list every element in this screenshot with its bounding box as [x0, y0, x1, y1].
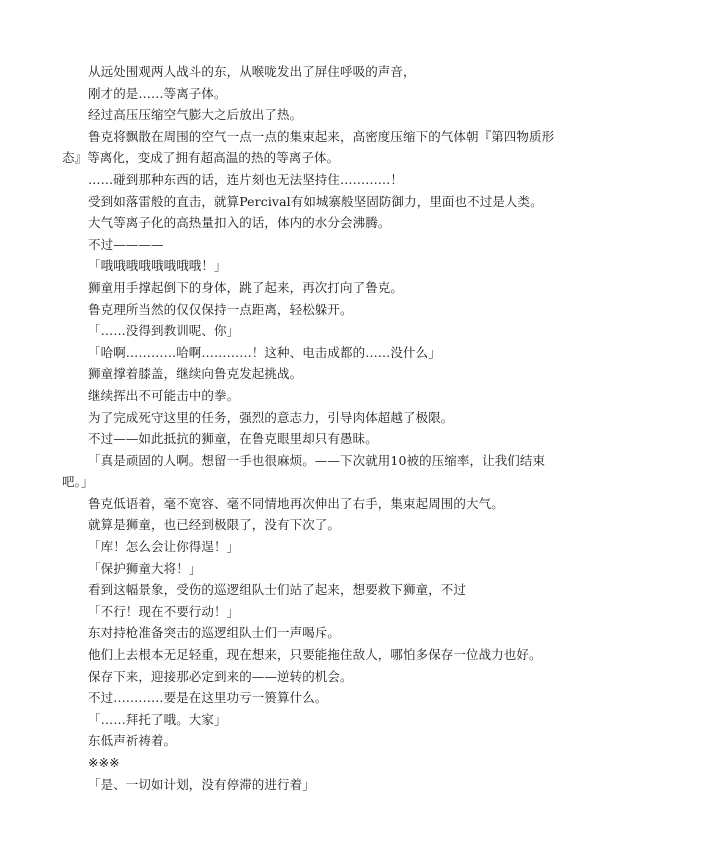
paragraph: 「库！怎么会让你得逞！」 [88, 539, 240, 555]
paragraph: 东对持枪准备突击的巡逻组队士们一声喝斥。 [88, 625, 341, 641]
paragraph: 东低声祈祷着。 [88, 733, 177, 749]
paragraph: 「真是顽固的人啊。想留一手也很麻烦。——下次就用10被的压缩率，让我们结束吧。」 [62, 452, 546, 490]
paragraph: 不过———— [88, 236, 164, 252]
paragraph: 「哈啊…………哈啊…………！这种、电击成都的……没什么」 [88, 344, 441, 360]
paragraph: 「是、一切如计划，没有停滞的进行着」 [88, 776, 315, 792]
document-page [62, 61, 562, 795]
paragraph: 为了完成死守这里的任务，强烈的意志力，引导肉体超越了极限。 [88, 409, 454, 425]
paragraph: 经过高压压缩空气膨大之后放出了热。 [88, 107, 303, 123]
paragraph: 鲁克低语着，毫不宽容、毫不同情地再次伸出了右手，集束起周围的大气。 [88, 495, 504, 511]
paragraph: 继续挥出不可能击中的拳。 [88, 387, 240, 403]
paragraph: 他们上去根本无足轻重，现在想来，只要能拖住敌人，哪怕多保存一位战力也好。 [88, 647, 542, 663]
paragraph: 刚才的是……等离子体。 [88, 85, 227, 101]
paragraph: 受到如落雷般的直击，就算Percival有如城寨般坚固防御力，里面也不过是人类。 [88, 193, 543, 209]
paragraph: 就算是狮童，也已经到极限了，没有下次了。 [88, 517, 341, 533]
paragraph: 不过…………要是在这里功亏一篑算什么。 [88, 690, 328, 706]
paragraph: 「不行！现在不要行动！」 [88, 603, 240, 619]
paragraph: 「哦哦哦哦哦哦哦哦！」 [88, 258, 227, 274]
paragraph: 大气等离子化的高热量扣入的话，体内的水分会沸腾。 [88, 215, 391, 231]
paragraph: 「……没得到教训呢、你」 [88, 323, 240, 339]
paragraph: 「保护狮童大将！」 [88, 560, 202, 576]
paragraph: 不过——如此抵抗的狮童，在鲁克眼里却只有愚昧。 [88, 431, 378, 447]
paragraph: 鲁克将飘散在周围的空气一点一点的集束起来，高密度压缩下的气体朝『第四物质形态』等离化，变成了拥有超高温的热的等离子体。 [62, 128, 555, 166]
paragraph: 鲁克理所当然的仅仅保持一点距离，轻松躲开。 [88, 301, 353, 317]
paragraph: 狮童用手撑起倒下的身体，跳了起来，再次打向了鲁克。 [88, 279, 404, 295]
paragraph: 保存下来，迎接那必定到来的——逆转的机会。 [88, 668, 353, 684]
paragraph: ……碰到那种东西的话，连片刻也无法坚持住…………！ [88, 171, 404, 187]
paragraph: 「……拜托了哦。大家」 [88, 711, 227, 727]
paragraph: 从远处围观两人战斗的东，从喉咙发出了屏住呼吸的声音， [88, 64, 416, 79]
paragraph: 看到这幅景象，受伤的巡逻组队士们站了起来，想要救下狮童，不过 [88, 582, 467, 598]
paragraph: 狮童撑着膝盖，继续向鲁克发起挑战。 [88, 366, 303, 382]
section-break: ※※※ [88, 755, 120, 770]
